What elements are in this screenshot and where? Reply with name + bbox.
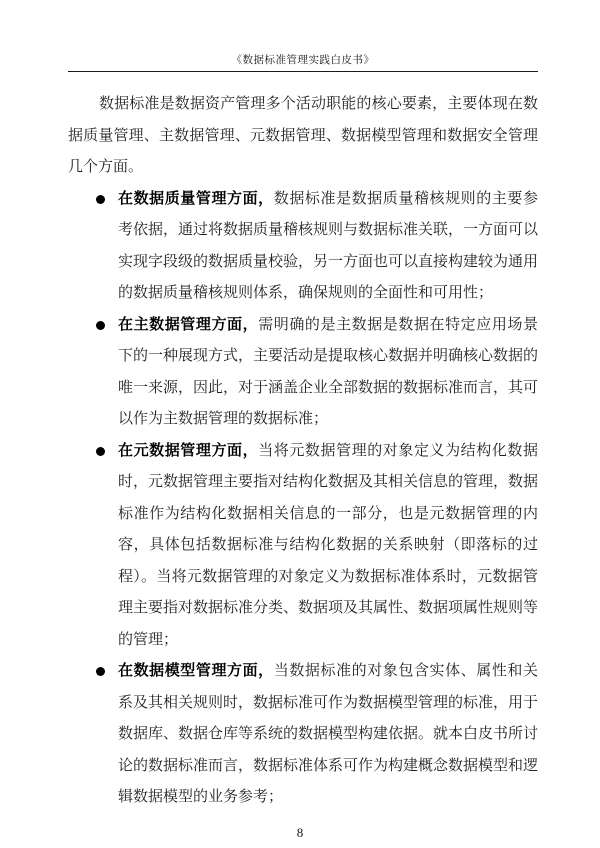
page-number: 8 [296,824,304,840]
bullet-icon [96,321,105,330]
bullet-item-data-quality [68,184,538,310]
bullet-lead: 在数据质量管理方面， [118,190,274,207]
bullet-list [68,184,538,814]
page-content [68,89,538,814]
bullet-lead: 在数据模型管理方面， [118,663,274,679]
bullet-icon [96,195,105,204]
bullet-item-data-model [68,656,538,814]
page-footer [0,824,600,842]
bullet-lead: 在主数据管理方面， [118,316,259,333]
bullet-lead: 在元数据管理方面， [118,442,259,459]
bullet-text: 当将元数据管理的对象定义为结构化数据时，元数据管理主要指对结构化数据及其相关信息的管理，数据标准作为结构化数据相关信息的一部分，也是元数据管理的内容，具体包括数据标准与结构化数据的关系映射（即落标的过程）。当将元数据管理的对象定义为数据标准体系时，元数据管理主要指对数据标准分类、数据项及其属性、数据项属性规则等的管理； [118,442,539,648]
bullet-text: 需明确的是主数据是数据在特定应用场景下的一种展现方式，主要活动是提取核心数据并明确核心数据的唯一来源，因此，对于涵盖企业全部数据的数据标准而言，其可以作为主数据管理的数据标准； [118,316,539,427]
bullet-text: 当数据标准的对象包含实体、属性和关系及其相关规则时，数据标准可作为数据模型管理的标准，用于数据库、数据仓库等系统的数据模型构建依据。就本白皮书所讨论的数据标准而言，数据标准体系可作为构建概念数据模型和逻辑数据模型的业务参考； [118,663,539,805]
bullet-icon [96,667,105,676]
header-title: 《数据标准管理实践白皮书》 [231,55,375,66]
bullet-icon [96,447,105,456]
bullet-item-metadata [68,436,538,657]
bullet-text: 数据标准是数据质量稽核规则的主要参考依据，通过将数据质量稽核规则与数据标准关联，一方面可以实现字段级的数据质量校验，另一方面也可以直接构建较为通用的数据质量稽核规则体系，确保规则的全面性和可用性； [118,190,539,301]
bullet-item-master-data [68,310,538,436]
page-header [68,0,538,72]
intro-paragraph: 数据标准是数据资产管理多个活动职能的核心要素，主要体现在数据质量管理、主数据管理、元数据管理、数据模型管理和数据安全管理几个方面。 [68,96,538,175]
